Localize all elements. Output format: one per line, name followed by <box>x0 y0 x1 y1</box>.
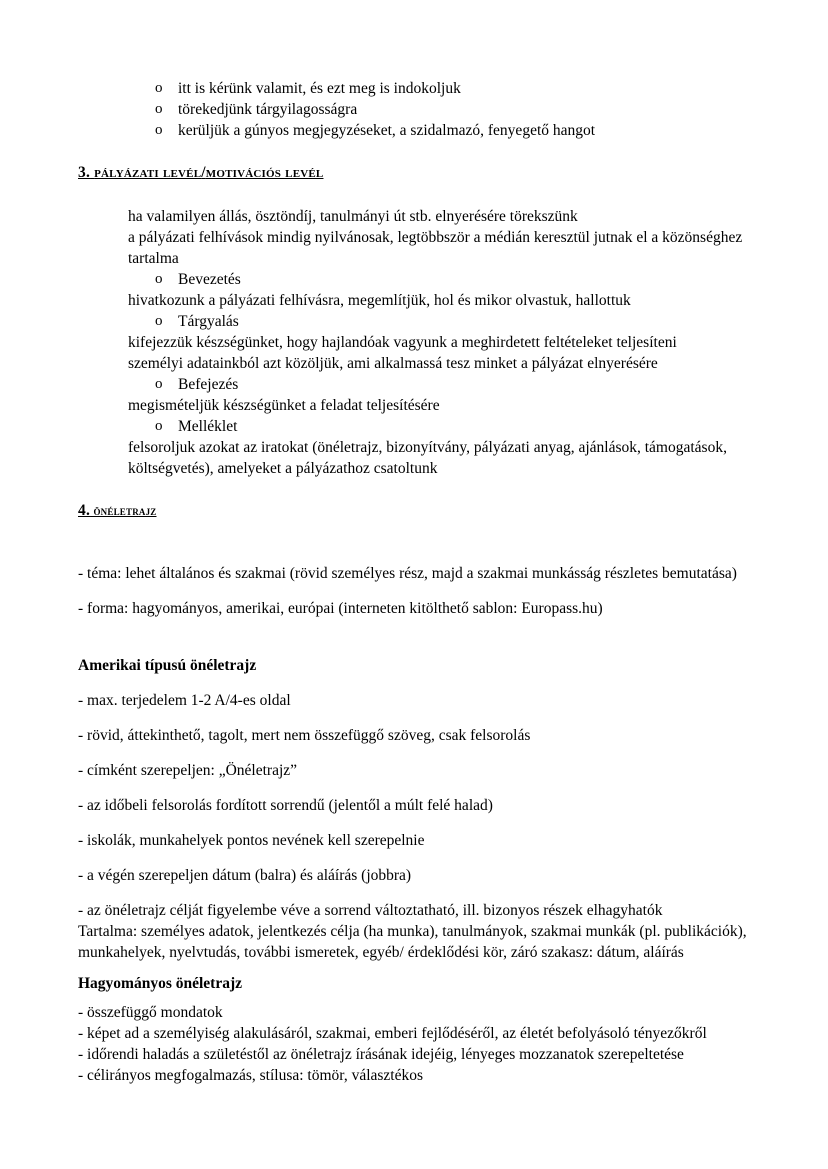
spacer <box>78 633 750 655</box>
list-item <box>78 99 750 120</box>
spacer <box>78 141 750 162</box>
list-item-detail: hivatkozunk a pályázati felhívásra, megemlítjük, hol és mikor olvastuk, hallottuk <box>128 292 631 309</box>
section-4-number: 4. <box>78 502 91 519</box>
spacer <box>78 963 750 973</box>
section-4-intro <box>78 563 750 619</box>
list-item <box>78 311 750 332</box>
list-item-detail-group <box>78 332 750 374</box>
list-item-label: Befejezés <box>178 376 239 393</box>
bullet-marker-o: o <box>155 122 163 138</box>
list-item-text: kerüljük a gúnyos megjegyzéseket, a szidalmazó, fenyegető hangot <box>178 122 596 139</box>
bullet-marker-o: o <box>155 271 163 287</box>
american-cv-item: - címként szerepeljen: „Önéletrajz” <box>78 762 298 779</box>
american-cv-heading: Amerikai típusú önéletrajz <box>78 657 257 674</box>
spacer <box>78 521 750 563</box>
list-item-label: Tárgyalás <box>178 313 239 330</box>
traditional-cv-item: - időrendi haladás a születéstől az önéletrajz írásának idejéig, lényeges mozzanatok szerepeltetése <box>78 1046 684 1063</box>
section-3-heading <box>78 162 323 184</box>
section-3-intro-line: a pályázati felhívások mindig nyilvánosak, legtöbbször a médián keresztül jutnak el a közönséghez <box>128 229 743 246</box>
list-item-detail: felsoroljuk azokat az iratokat (önéletrajz, bizonyítvány, pályázati anyag, ajánlások, támogatások, költségvetés), amelyeket a pályázathoz csatoltunk <box>128 439 731 477</box>
section-4-title: önéletrajz <box>93 503 157 518</box>
list-item-label: Melléklet <box>178 418 238 435</box>
american-cv-item: - az időbeli felsorolás fordított sorrendű (jelentől a múlt felé halad) <box>78 797 493 814</box>
list-item-detail: kifejezzük készségünket, hogy hajlandóak vagyunk a meghirdetett feltételeket teljesíteni <box>128 334 677 351</box>
bullet-marker-o: o <box>155 80 163 96</box>
section-3-number: 3. <box>78 164 91 181</box>
spacer <box>78 184 750 206</box>
list-item-detail-group <box>78 290 750 311</box>
section-3-separator: / <box>201 164 206 181</box>
traditional-cv-item: - célirányos megfogalmazás, stílusa: tömör, választékos <box>78 1067 424 1084</box>
list-item <box>78 416 750 437</box>
american-cv-contents-line: Tartalma: személyes adatok, jelentkezés célja (ha munka), tanulmányok, szakmai munkák (pl. publikációk), munkahelyek, nyelvtudás, további ismeretek, egyéb/ érdeklődési kör, záró szakasz: dátum, aláírás <box>78 923 751 961</box>
section-4-intro-item: - téma: lehet általános és szakmai (rövid személyes rész, majd a szakmai munkásság részletes bemutatása) <box>78 565 737 582</box>
list-item <box>78 374 750 395</box>
top-bullet-list <box>78 78 750 141</box>
page-content <box>78 78 750 1086</box>
american-cv-item: - iskolák, munkahelyek pontos nevének kell szerepelnie <box>78 832 425 849</box>
list-item <box>78 120 750 141</box>
traditional-cv-heading: Hagyományos önéletrajz <box>78 975 243 992</box>
section-3-intro <box>128 206 750 269</box>
traditional-cv-item: - összefüggő mondatok <box>78 1004 223 1021</box>
traditional-cv-section <box>78 973 750 1086</box>
traditional-cv-item: - képet ad a személyiség alakulásáról, szakmai, emberi fejlődéséről, az életét befolyásoló tényezőkről <box>78 1025 707 1042</box>
list-item-detail-group <box>78 437 750 479</box>
section-3-intro-line: tartalma <box>128 250 179 267</box>
bullet-marker-o: o <box>155 418 163 434</box>
american-cv-item: - rövid, áttekinthető, tagolt, mert nem összefüggő szöveg, csak felsorolás <box>78 727 531 744</box>
section-3-title-part1: pályázati levél <box>94 164 202 181</box>
section-4-heading <box>78 501 157 521</box>
spacer <box>78 479 750 501</box>
section-4-heading-row <box>78 501 750 521</box>
bullet-marker-o: o <box>155 101 163 117</box>
list-item-detail: személyi adatainkból azt közöljük, ami alkalmassá tesz minket a pályázat elnyerésére <box>128 355 658 372</box>
section-3-intro-line: ha valamilyen állás, ösztöndíj, tanulmányi út stb. elnyerésére törekszünk <box>128 208 578 225</box>
bullet-marker-o: o <box>155 313 163 329</box>
list-item-detail: megismételjük készségünket a feladat teljesítésére <box>128 397 440 414</box>
list-item-label: Bevezetés <box>178 271 241 288</box>
section-3-parts-list <box>78 269 750 479</box>
list-item <box>78 269 750 290</box>
bullet-marker-o: o <box>155 376 163 392</box>
american-cv-closing-line: - az önéletrajz célját figyelembe véve a sorrend változtatható, ill. bizonyos részek elhagyhatók <box>78 902 663 919</box>
american-cv-item: - a végén szerepeljen dátum (balra) és aláírás (jobbra) <box>78 867 412 884</box>
section-4-intro-item: - forma: hagyományos, amerikai, európai (interneten kitölthető sablon: Europass.hu) <box>78 600 603 617</box>
list-item-text: törekedjünk tárgyilagosságra <box>178 101 358 118</box>
list-item-text: itt is kérünk valamit, és ezt meg is indokoljuk <box>178 80 461 97</box>
section-3-heading-row <box>78 162 750 184</box>
section-3-title-part2: motivációs levél <box>205 164 324 181</box>
american-cv-section <box>78 655 750 963</box>
list-item <box>78 78 750 99</box>
list-item-detail-group <box>78 395 750 416</box>
american-cv-item: - max. terjedelem 1-2 A/4-es oldal <box>78 692 291 709</box>
